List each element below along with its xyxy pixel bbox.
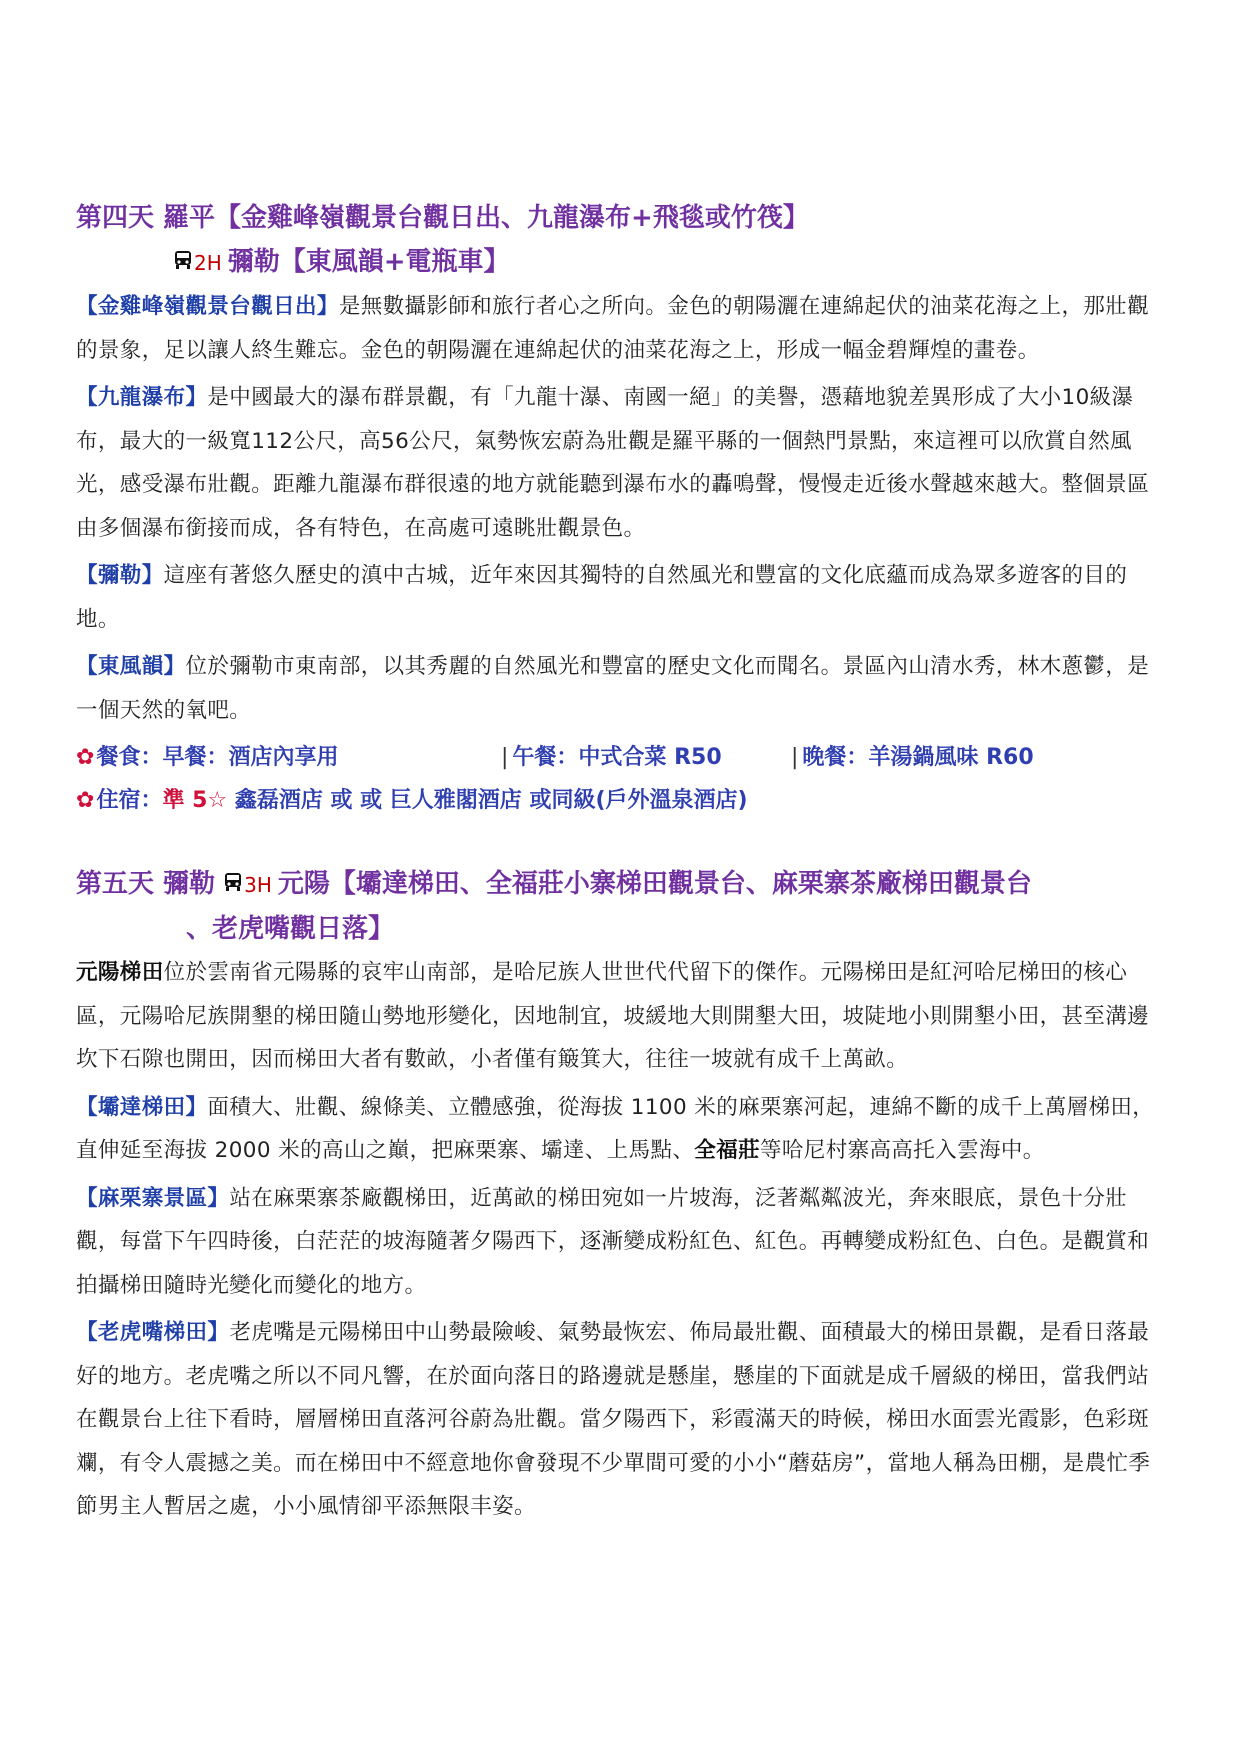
hotel-name: 鑫磊酒店 或 或 巨人雅閣酒店 或同級(戶外溫泉酒店) xyxy=(227,788,748,813)
day4-destination: 彌勒【東風韻+電瓶車】 xyxy=(227,247,510,277)
travel-duration: 2H xyxy=(194,251,222,275)
paragraph-label: 【老虎嘴梯田】 xyxy=(76,1320,230,1345)
day5-title-line2: 、老虎嘴觀日落】 xyxy=(186,914,395,944)
meals-row xyxy=(76,736,1166,779)
dinner: 晚餐：羊湯鍋風味 R60 xyxy=(802,745,1034,770)
paragraph-text: 站在麻栗寨茶廠觀梯田，近萬畝的梯田宛如一片坡海，泛著粼粼波光，奔來眼底，景色十分壯觀，每當下午四時後，白茫茫的坡海隨著夕陽西下，逐漸變成粉紅色、紅色。再轉變成粉紅色、白色。是觀賞和拍攝梯田隨時光變化而變化的地方。 xyxy=(76,1185,1150,1298)
paragraph-text: 位於雲南省元陽縣的哀牢山南部，是哈尼族人世世代代留下的傑作。元陽梯田是紅河哈尼梯田的核心區，元陽哈尼族開墾的梯田隨山勢地形變化，因地制宜，坡緩地大則開墾大田，坡陡地小則開墾小田，甚至溝邊坎下石隙也開田，因而梯田大者有數畝，小者僅有簸箕大，往往一坡就有成千上萬畝。 xyxy=(76,960,1150,1072)
paragraph-text: 這座有著悠久歷史的滇中古城，近年來因其獨特的自然風光和豐富的文化底蘊而成為眾多遊客的目的地。 xyxy=(76,563,1128,632)
separator: | xyxy=(791,745,799,770)
separator: | xyxy=(501,745,509,770)
paragraph xyxy=(76,1177,1166,1308)
paragraph-label: 【金雞峰嶺觀景台觀日出】 xyxy=(76,294,339,319)
paragraph-text: 是無數攝影師和旅行者心之所向。金色的朝陽灑在連綿起伏的油菜花海之上，那壯觀的景象，足以讓人終生難忘。金色的朝陽灑在連綿起伏的油菜花海之上，形成一幅金碧輝煌的畫卷。 xyxy=(76,294,1150,363)
paragraph-text: 等哈尼村寨高高托入雲海中。 xyxy=(760,1138,1045,1163)
paragraph-label: 【麻栗寨景區】 xyxy=(76,1185,230,1211)
paragraph xyxy=(76,376,1166,550)
paragraph xyxy=(76,1086,1166,1173)
paragraph xyxy=(76,645,1166,732)
paragraph-label: 元陽梯田 xyxy=(76,960,164,985)
paragraph-label: 【壩達梯田】 xyxy=(76,1094,208,1120)
paragraph-label: 【彌勒】 xyxy=(76,563,164,588)
itinerary-page xyxy=(76,0,1166,1533)
day5-title-prefix: 第五天 彌勒 xyxy=(76,869,216,899)
paragraph-label: 【東風韻】 xyxy=(76,654,186,679)
day5-title-line1 xyxy=(76,862,1166,907)
bus-icon xyxy=(224,863,242,907)
paragraph xyxy=(76,951,1166,1082)
bus-icon xyxy=(174,241,192,285)
travel-duration: 3H xyxy=(244,873,272,897)
paragraph-text: 是中國最大的瀑布群景觀，有「九龍十瀑、南國一絕」的美譽，憑藉地貌差異形成了大小10級瀑布，最大的一級寬112公尺，高56公尺，氣勢恢宏蔚為壯觀是羅平縣的一個熱門景點，來這裡可以欣賞自然風光，感受瀑布壯觀。距離九龍瀑布群很遠的地方就能聽到瀑布水的轟鳴聲，慢慢走近後水聲越來越大。整個景區由多個瀑布銜接而成，各有特色，在高處可遠眺壯觀景色。 xyxy=(76,385,1150,541)
paragraph-label: 【九龍瀑布】 xyxy=(76,385,208,410)
paragraph-text: 位於彌勒市東南部，以其秀麗的自然風光和豐富的歷史文化而聞名。景區內山清水秀，林木蔥鬱，是一個天然的氧吧。 xyxy=(76,654,1150,723)
day4-title-line1: 第四天 羅平【金雞峰嶺觀景台觀日出、九龍瀑布+飛毯或竹筏】 xyxy=(76,203,809,233)
flower-icon: ✿ xyxy=(76,788,95,813)
lunch: 午餐：中式合菜 R50 xyxy=(512,745,722,770)
hotel-row xyxy=(76,779,1166,822)
day4-title-line2 xyxy=(76,240,1166,285)
hotel-grade: 準 5☆ xyxy=(162,788,228,813)
paragraph-text: 老虎嘴是元陽梯田中山勢最險峻、氣勢最恢宏、佈局最壯觀、面積最大的梯田景觀，是看日落最好的地方。老虎嘴之所以不同凡響，在於面向落日的路邊就是懸崖，懸崖的下面就是成千層級的梯田，當我們站在觀景台上往下看時，層層梯田直落河谷蔚為壯觀。當夕陽西下，彩霞滿天的時候，梯田水面雲光霞影，色彩斑斕，有令人震撼之美。而在梯田中不經意地你會發現不少單間可愛的小小“蘑菇房”，當地人稱為田棚，是農忙季節男主人暫居之處，小小風情卻平添無限丰姿。 xyxy=(76,1320,1151,1519)
hotel-label: 住宿： xyxy=(96,788,163,813)
day5-title-rest: 元陽【壩達梯田、全福莊小寨梯田觀景台、麻栗寨茶廠梯田觀景台 xyxy=(277,869,1032,899)
breakfast: 餐食：早餐：酒店內享用 xyxy=(96,745,339,770)
flower-icon: ✿ xyxy=(76,745,95,770)
paragraph xyxy=(76,554,1166,641)
paragraph-text: 面積大、壯觀、線條美、立體感強，從海拔 1100 米的麻栗寨河起，連綿不斷的成千上萬層梯田，直伸延至海拔 2000 米的高山之巔，把麻栗寨、壩達、上馬點、 xyxy=(76,1094,1155,1163)
paragraph-bold: 全福莊 xyxy=(694,1138,760,1163)
paragraph xyxy=(76,285,1166,372)
paragraph xyxy=(76,1311,1166,1529)
